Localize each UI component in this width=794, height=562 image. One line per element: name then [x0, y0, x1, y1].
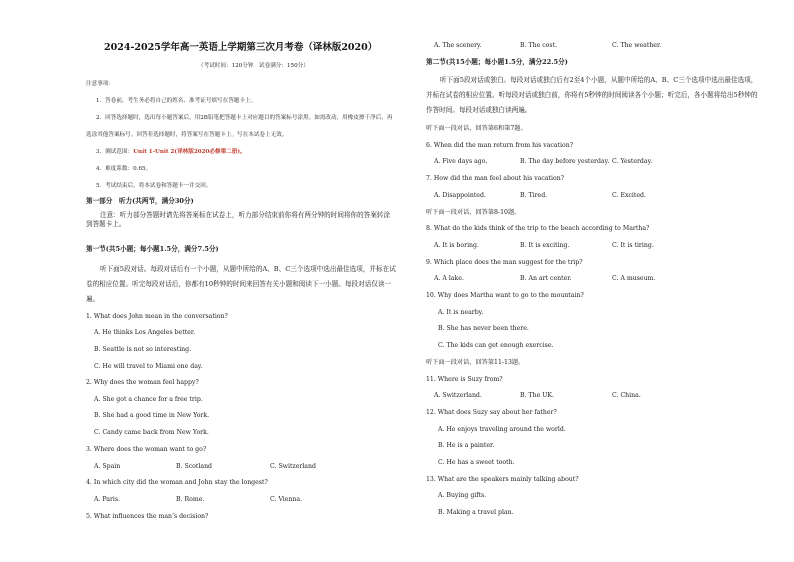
question-4: 4. In which city did the woman and John stay the longest?: [86, 479, 268, 486]
option-a: A. Disappointed.: [434, 191, 486, 199]
q5-option-b: B. The cost.: [520, 42, 558, 49]
question-line: 听下面一段对话，回答第8-10题。: [426, 208, 521, 216]
option-b: B. It is exciting.: [520, 241, 570, 249]
note-3: [96, 148, 246, 156]
note-5: 5．考试结束后，将本试卷和答题卡一并交回。: [96, 183, 212, 189]
option-c: C. Excited.: [612, 191, 646, 199]
question-line: 12. What does Suzy say about her father?: [426, 408, 557, 416]
question-option: B. Making a travel plan.: [438, 509, 514, 517]
question-option: A. He enjoys traveling around the world.: [438, 425, 566, 433]
option-b: B. The day before yesterday.: [520, 158, 610, 166]
question-option: C. He has a sweet tooth.: [438, 459, 515, 466]
section2-heading: 第二节(共15小题；每小题1.5分，满分22.5分): [426, 58, 568, 66]
option-a: A. It is boring.: [434, 241, 479, 249]
note-4: 4．难度系数：0.65。: [96, 166, 152, 172]
q4-option-b: B. Rome.: [176, 496, 205, 503]
section1-instruction: 听下面5段对话。每段对话后有一个小题，从题中所给的A、B、C三个选项中选出最佳选项，并标在试卷的相应位置。听完每段对话后，你都有10秒钟的时间来回答有关小题和阅读下一小题。每段对话仅读一遍。: [86, 265, 396, 303]
question-3: 3. Where does the woman want to go?: [86, 446, 207, 453]
part1-instruction: 注意：听力部分答题时请先将答案标在试卷上，听力部分结束前你将有两分钟的时间将你的答案转涂到答题卡上。: [86, 211, 391, 228]
q1-option-a: A. He thinks Los Angeles better.: [94, 329, 196, 336]
q3-option-a: A. Spain: [94, 463, 121, 470]
section2-instruction: 听下面5段对话或独白。每段对话或独白后有2至4个小题，从题中所给的A、B、C三个选项中选出最佳选项，并标在试卷的相应位置。听每段对话或独白前，你将有5秒钟的时间阅读各个小题；听完后，各小题将给出5秒钟的作答时间。每段对话或独白读两遍。: [426, 76, 758, 114]
q3-option-b: B. Scotland: [176, 463, 213, 470]
section1-heading: 第一节(共5小题；每小题1.5分，满分7.5分): [86, 245, 219, 253]
q2-option-b: B. She had a good time in New York.: [94, 412, 210, 419]
q4-option-c: C. Vienna.: [270, 496, 303, 503]
option-a: A. A lake.: [434, 275, 464, 283]
page-title: 2024-2025学年高一英语上学期第三次月考卷（译林版2020）: [104, 42, 378, 53]
question-option: C. The kids can get enough exercise.: [438, 342, 554, 350]
note-2: 2．回答选择题时，选出每小题答案后，用2B铅笔把答题卡上对应题目的答案标号涂黑。如需改动，用橡皮擦干净后，再: [96, 115, 393, 121]
question-line: 13. What are the speakers mainly talking about?: [426, 475, 579, 483]
question-line: 11. Where is Suzy from?: [426, 375, 503, 383]
q2-option-a: A. She got a chance for a free trip.: [94, 396, 203, 403]
q3-option-c: C. Switzerland: [270, 463, 316, 470]
question-line: 7. How did the man feel about his vacation?: [426, 175, 565, 183]
question-line: 听下面一段对话，回答第6和第7题。: [426, 125, 527, 132]
option-b: B. Tired.: [520, 191, 548, 199]
question-option: A. Buying gifts.: [438, 492, 487, 500]
option-a: A. Switzerland.: [434, 392, 482, 400]
question-line: 6. When did the man return from his vacation?: [426, 141, 574, 149]
question-line: 听下面一段对话，回答第11-13题。: [426, 358, 525, 366]
q4-option-a: A. Paris.: [94, 496, 121, 503]
q5-option-a: A. The scenery.: [434, 42, 482, 49]
question-2: 2. Why does the woman feel happy?: [86, 379, 199, 386]
question-1: 1. What does John mean in the conversation?: [86, 313, 228, 320]
q5-option-c: C. The weather.: [612, 42, 662, 49]
question-option: B. She has never been there.: [438, 325, 529, 333]
question-line: 8. What do the kids think of the trip to the beach according to Martha?: [426, 225, 650, 233]
option-c: C. Yesterday.: [612, 158, 653, 166]
option-c: C. A museum.: [612, 275, 656, 283]
option-a: A. Five days ago.: [434, 158, 488, 166]
question-option: B. He is a painter.: [438, 442, 495, 450]
q1-option-c: C. He will travel to Miami one day.: [94, 363, 203, 370]
note-3-label: 3．测试范围：: [96, 149, 134, 155]
option-b: B. An art center.: [520, 275, 572, 283]
exam-subtitle: （考试时间：120分钟 试卷满分：150分）: [198, 63, 309, 69]
note-2-cont: 选涂其他答案标号。回答非选择题时，将答案写在答题卡上。写在本试卷上无效。: [86, 132, 288, 138]
question-line: 10. Why does Martha want to go to the mountain?: [426, 292, 584, 299]
option-c: C. China.: [612, 392, 641, 400]
option-b: B. The UK.: [520, 392, 555, 400]
part1-heading: 第一部分 听力(共两节，满分30分): [86, 197, 194, 205]
option-c: C. It is tiring.: [612, 241, 654, 249]
q2-option-c: C. Candy came back from New York.: [94, 429, 209, 436]
question-option: A. It is nearby.: [438, 308, 484, 316]
notes-heading: 注意事项：: [86, 81, 114, 87]
test-scope: Unit 1-Unit 2(译林版2020必修第二册)。: [133, 149, 246, 155]
note-1: 1．答卷前，考生务必将自己的姓名、准考证号填写在答题卡上。: [96, 98, 257, 104]
question-line: 9. Which place does the man suggest for the trip?: [426, 258, 583, 266]
q1-option-b: B. Seattle is not so interesting.: [94, 346, 192, 353]
question-5: 5. What influences the man’s decision?: [86, 513, 209, 520]
